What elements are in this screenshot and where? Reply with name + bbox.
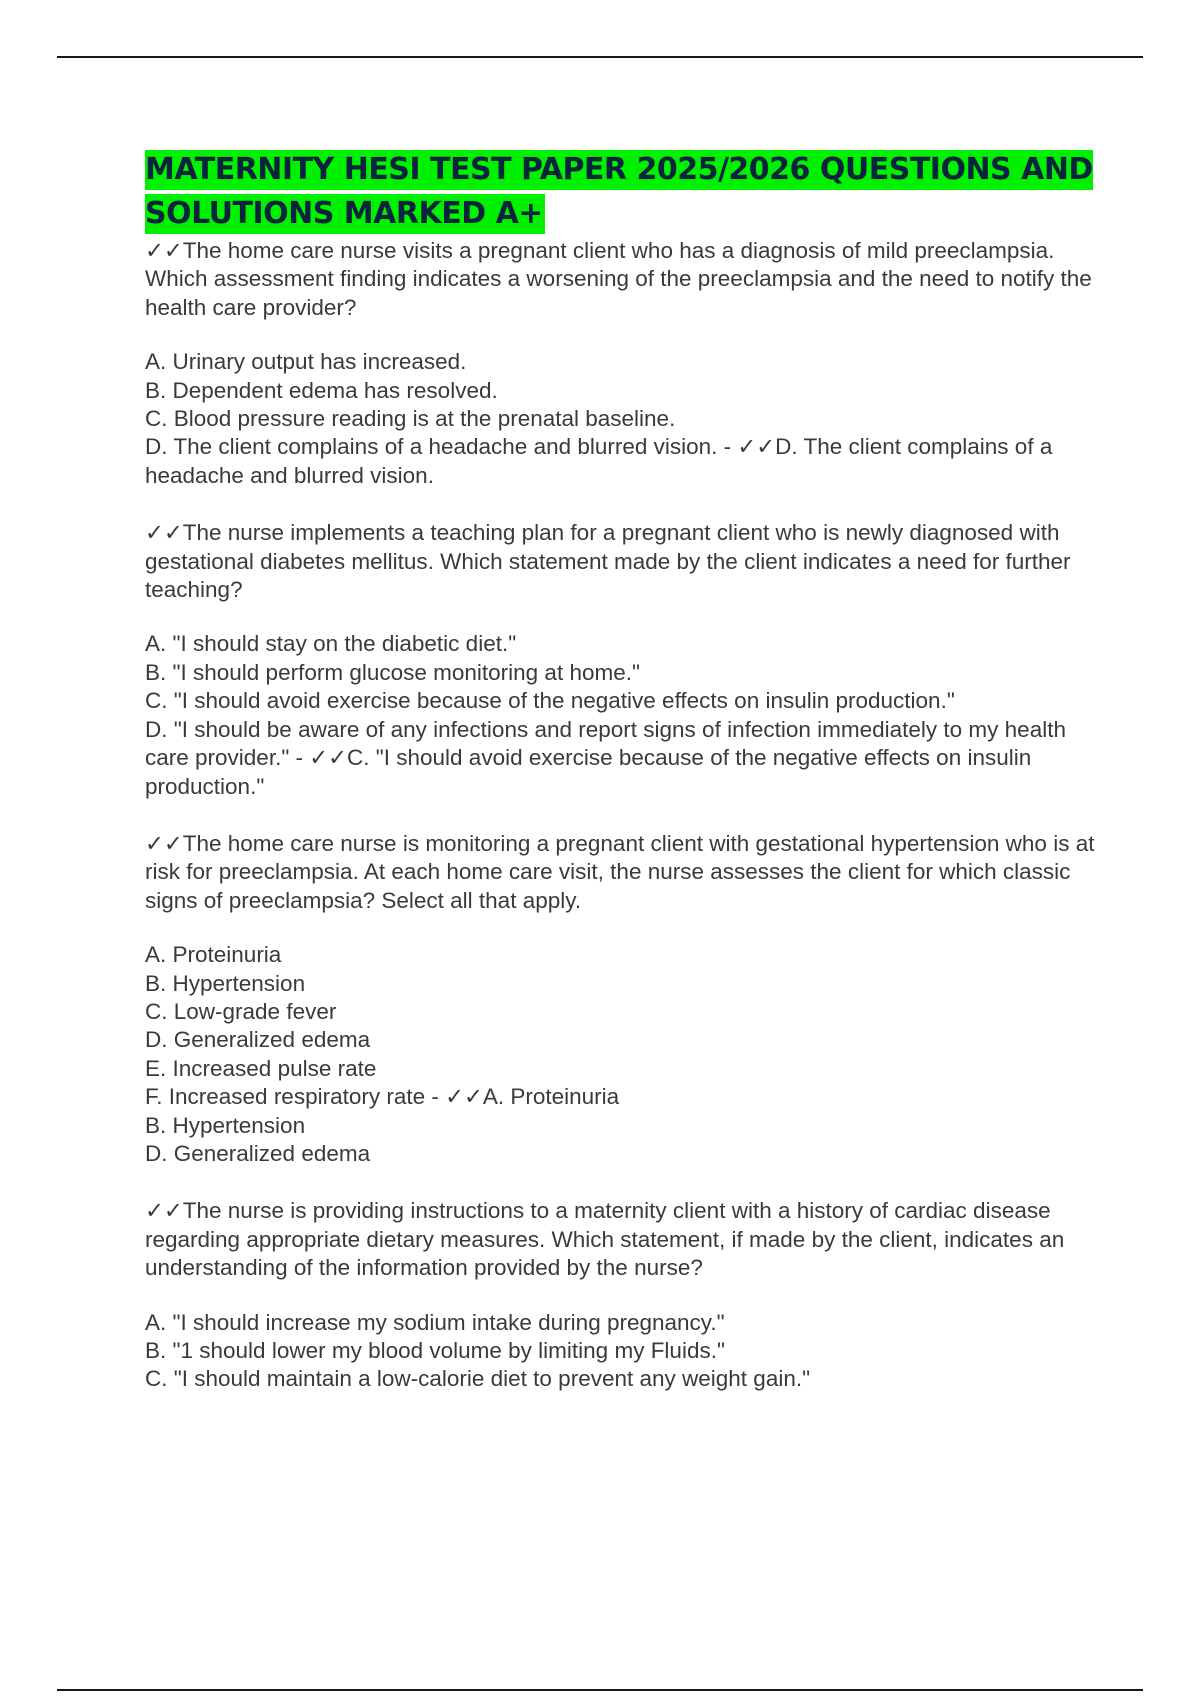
document-title (145, 148, 1095, 236)
answer-options (145, 630, 1095, 800)
option-line: B. "I should perform glucose monitoring at home." (145, 659, 640, 685)
option-line-with-answer: D. "I should be aware of any infections and report signs of infection immediately to my health care provider." - ✓✓C. "I should avoid exercise because of the negative effects on insulin production." (145, 716, 1066, 799)
answer-options (145, 941, 1095, 1168)
option-line: C. "I should maintain a low-calorie diet to prevent any weight gain." (145, 1366, 811, 1392)
question-block-3 (145, 830, 1095, 1168)
page-content (145, 148, 1095, 1394)
question-block-1 (145, 237, 1095, 490)
question-block-4 (145, 1197, 1095, 1393)
option-line: B. "1 should lower my blood volume by limiting my Fluids." (145, 1338, 725, 1363)
option-line: B. Dependent edema has resolved. (145, 377, 498, 403)
bottom-rule (57, 1689, 1143, 1691)
top-rule (57, 56, 1143, 58)
answer-options (145, 348, 1095, 490)
option-line: C. "I should avoid exercise because of the negative effects on insulin production." (145, 688, 955, 714)
option-line: A. Proteinuria (145, 942, 282, 968)
option-line-with-answer: D. The client complains of a headache and blurred vision. - ✓✓D. The client complains of a headache and blurred vision. (145, 434, 1053, 488)
answer-continuation-line: B. Hypertension (145, 1112, 306, 1138)
question-text: ✓✓The nurse is providing instructions to a maternity client with a history of cardiac disease regarding appropriate dietary measures. Which statement, if made by the client, indicates an understanding of the information provided by the nurse? (145, 1198, 1065, 1281)
option-line: C. Blood pressure reading is at the prenatal baseline. (145, 406, 676, 432)
option-line-with-answer: F. Increased respiratory rate - ✓✓A. Proteinuria (145, 1084, 620, 1110)
option-line: A. "I should increase my sodium intake during pregnancy." (145, 1309, 725, 1335)
answer-options (145, 1309, 1095, 1394)
option-line: D. Generalized edema (145, 1027, 371, 1053)
title-highlight: MATERNITY HESI TEST PAPER 2025/2026 QUESTIONS AND SOLUTIONS MARKED A+ (145, 150, 1093, 234)
question-text: ✓✓The home care nurse is monitoring a pregnant client with gestational hypertension who is at risk for preeclampsia. At each home care visit, the nurse assesses the client for which classic signs of preeclampsia? Select all that apply. (145, 830, 1095, 913)
option-line: B. Hypertension (145, 970, 306, 996)
option-line: E. Increased pulse rate (145, 1055, 377, 1081)
option-line: C. Low-grade fever (145, 998, 337, 1024)
option-line: A. Urinary output has increased. (145, 349, 467, 375)
question-text: ✓✓The home care nurse visits a pregnant client who has a diagnosis of mild preeclampsia. Which assessment finding indicates a worsening of the preeclampsia and the need to notify the health care provider? (145, 238, 1092, 320)
option-line: A. "I should stay on the diabetic diet." (145, 631, 517, 657)
question-block-2 (145, 519, 1095, 801)
answer-continuation-line: D. Generalized edema (145, 1140, 371, 1166)
question-text: ✓✓The nurse implements a teaching plan for a pregnant client who is newly diagnosed with gestational diabetes mellitus. Which statement made by the client indicates a need for further teaching? (145, 520, 1071, 603)
